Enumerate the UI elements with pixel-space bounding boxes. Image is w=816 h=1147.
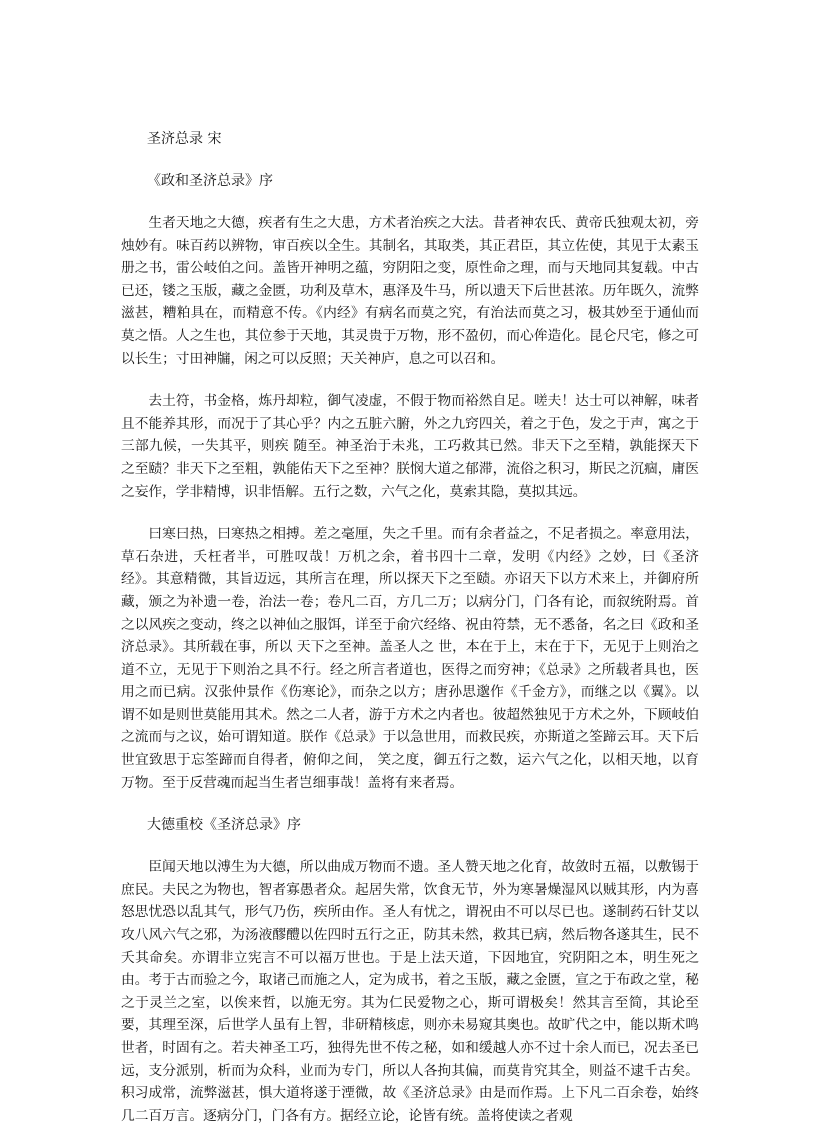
paragraph: 臣闻天地以溥生为大德，所以曲成万物而不遗。圣人赞天地之化育，故敛时五福，以敷锡于庶民。夫民之为物也，智者寡愚者众。起居失常，饮食无节，外为寒暑燥湿风以贼其形，内为喜怒思忧恐以乱其气，形气乃伤，疾所由作。圣人有忧之，谓祝由不可以尽已也。遂制药石针艾以攻八风六气之邪，为汤液醪醴以佐四时五行之正，防其未然，救其已病，然后物各遂其生，民不夭其命矣。亦谓非立宪言不可以福万世也。于是上法天道，下因地宜，究阴阳之本，明生死之由。考于古而验之今，取诸己而施之人，定为成书，着之玉版，藏之金匮，宣之于布政之堂，秘之于灵兰之室，以俟来哲，以施无穷。其为仁民爱物之心，斯可谓极矣！然其言至简，其论至要，其理至深，后世学人虽有上智，非研精核虑，则亦未易窥其奥也。故旷代之中，能以斯术鸣世者，时固有之。若夫神圣工巧，独得先世不传之秘，如和缓越人亦不过十余人而已，况去圣已远，支分派别，析而为众科，业而为专门，所以人各拘其偏，而莫肯究其全，则益不逮千古矣。积习成常，流弊滋甚，惧大道将遂于湮微，故《圣济总录》由是而作焉。上下凡二百余卷，始终几二百万言。逐病分门，门各有方。据经立论，论皆有统。盖将使读之者观 bbox=[121, 859, 699, 1124]
paragraph: 曰寒曰热，曰寒热之相搏。差之毫厘，失之千里。而有余者益之，不足者损之。率意用法，草石杂进，夭枉者半，可胜叹哉！万机之余，着书四十二章，发明《内经》之妙，曰《圣济经》。其意精微，其旨迈远，其所言在理，所以探天下之至赜。亦诏天下以方术来上，并御府所藏，颁之为补遗一卷，治法一卷；卷凡二百，方几二万；以病分门，门各有论，而叙统附焉。首之以风疾之变动，终之以神仙之服饵，详至于俞穴经络、祝由符禁，无不悉备，名之曰《政和圣济总录》。其所载在事，所以 天下之至神。盖圣人之 世，本在于上，末在于下，无见于上则治之道不立，无见于下则治之具不行。经之所言者道也，医得之而穷神；《总录》之所载者具也，医用之而已病。汉张仲景作《伤寒论》，而杂之以方；唐孙思邈作《千金方》，而继之以《翼》。以谓不如是则世莫能用其术。然之二人者，游于方术之内者也。彼超然独见于方术之外，下顾岐伯之流而与之议，始可谓知道。朕作《总录》于以急世用，而救民疾，亦斯道之筌蹄云耳。天下后世宜致思于忘筌蹄而自得者，俯仰之间， 笑之度，御五行之数，运六气之化，以相天地，以育万物。至于反营魂而起当生者岂细事哉！盖将有来者焉。 bbox=[121, 526, 699, 791]
section-heading: 《政和圣济总录》序 bbox=[147, 173, 273, 189]
document-page bbox=[121, 128, 699, 1147]
document-title: 圣济总录 宋 bbox=[147, 131, 222, 147]
paragraph: 去土符，书金格，炼丹却粒，御气凌虚，不假于物而裕然自足。嗟夫！达士可以神解，味者且不能养其形，而况于了其心乎？内之五脏六腑，外之九窍四关，着之于色，发之于声，寓之于三部九候，一失其平，则疾 随至。神圣治于未兆，工巧救其已然。非天下之至精，孰能探天下之至赜？非天下之至粗，孰能佑天下之至神？朕悯大道之郁滞，流俗之积习，斯民之沉痼，庸医之妄作，学非精博，识非悟解。五行之数，六气之化，莫索其隐，莫拟其远。 bbox=[121, 393, 699, 500]
section-heading: 大德重校《圣济总录》序 bbox=[147, 817, 301, 834]
paragraph: 生者天地之大德，疾者有生之大患，方术者治疾之大法。昔者神农氏、黄帝氏独观太初，旁烛妙有。味百药以辨物，审百疾以全生。其制名，其取类，其正君臣，其立佐使，其见于太素玉册之书，雷公岐伯之问。盖皆开神明之蕴，穷阴阳之变，原性命之理，而与天地同其复载。中古已还，镂之玉版，藏之金匮，功利及草木，惠泽及牛马，所以遗天下后世甚浓。历年既久，流弊滋甚，糟粕具在，而精意不传。《内经》有病名而莫之究，有治法而莫之习，极其妙至于通仙而莫之悟。人之生也，其位参于天地，其灵贵于万物，形不盈仞，而心侔造化。昆仑尺宅，修之可以长生；寸田神牖，闲之可以反照；天关神庐，息之可以召和。 bbox=[121, 215, 699, 367]
